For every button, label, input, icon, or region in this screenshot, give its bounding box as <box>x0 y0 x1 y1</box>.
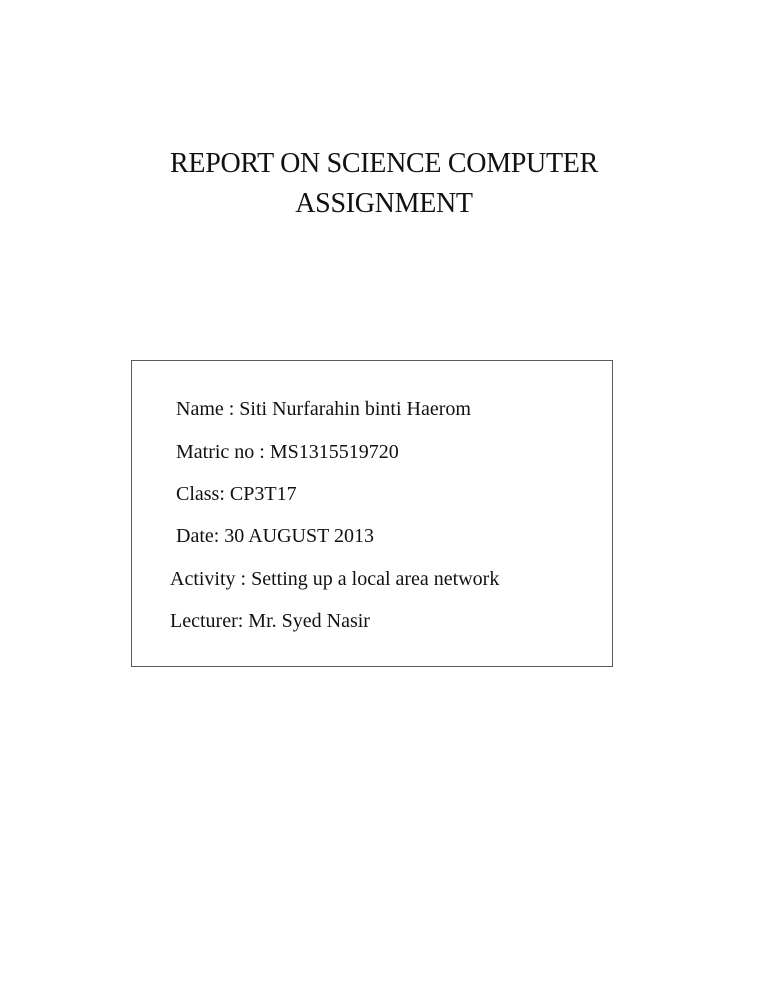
report-title-line-2: ASSIGNMENT <box>295 188 473 219</box>
activity-description: Activity : Setting up a local area network <box>170 568 500 590</box>
lecturer-name: Lecturer: Mr. Syed Nasir <box>170 610 370 632</box>
student-info-box <box>131 360 613 667</box>
class-code: Class: CP3T17 <box>176 483 297 505</box>
matric-number: Matric no : MS1315519720 <box>176 441 399 463</box>
student-name: Name : Siti Nurfarahin binti Haerom <box>176 398 471 420</box>
report-title <box>0 144 768 224</box>
report-title-line-1: REPORT ON SCIENCE COMPUTER <box>170 148 598 179</box>
submission-date: Date: 30 AUGUST 2013 <box>176 525 374 547</box>
